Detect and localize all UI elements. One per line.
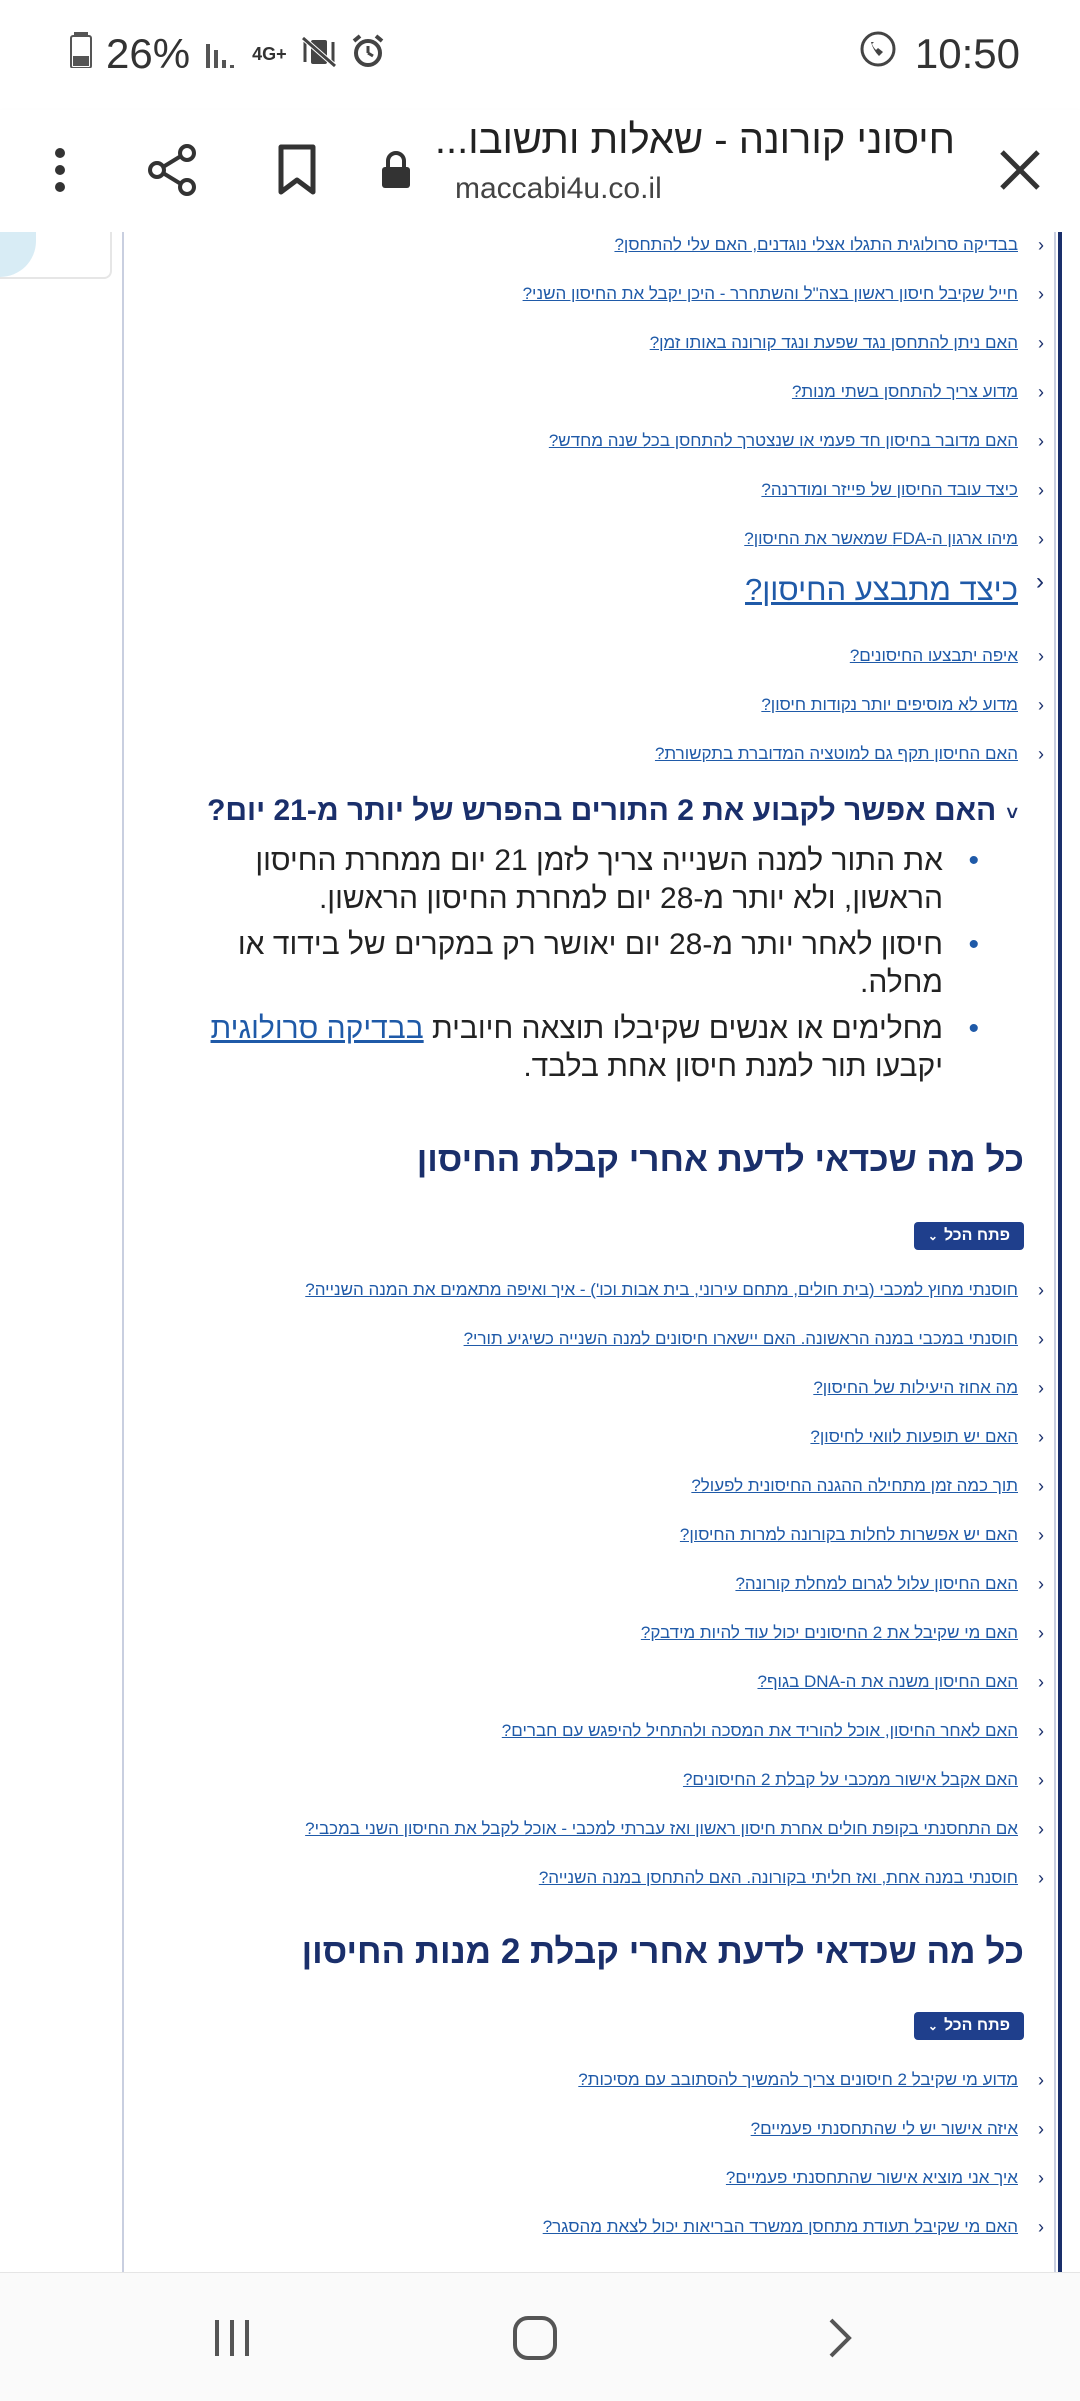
chevron-left-icon: ‹	[1038, 1476, 1044, 1496]
recent-apps-icon	[212, 2318, 252, 2358]
faq-link[interactable]: ‹ חייל שקיבל חיסון ראשון בצה"ל והשתחרר - היכן יקבל את החיסון השני?	[522, 284, 1044, 304]
faq-link[interactable]: ‹ האם ניתן להתחסן נגד שפעת ונגד קורונה באותו זמן?	[649, 333, 1044, 353]
chevron-left-icon: ‹	[1038, 1770, 1044, 1790]
faq-link[interactable]: ‹ חוסנתי מחוץ למכבי (בית חולים, מתחם עירוני, בית אבות וכו') - איך ואיפה מתאמים את המנה השנייה?	[305, 1280, 1044, 1300]
chevron-left-icon: ‹	[1038, 235, 1044, 255]
faq-link[interactable]: ‹ תוך כמה זמן מתחילה ההגנה החיסונית לפעול?	[691, 1476, 1044, 1496]
chevron-down-icon: ⌄	[927, 2019, 938, 2033]
chevron-left-icon: ‹	[1038, 1721, 1044, 1741]
status-right	[859, 30, 1020, 78]
faq-link[interactable]: ‹ האם מי שקיבל תעודת מתחסן ממשרד הבריאות יכול לצאת מהסגר?	[542, 2217, 1044, 2237]
chevron-left-icon: ‹	[1038, 529, 1044, 549]
chevron-left-icon: ‹	[1038, 1427, 1044, 1447]
chevron-left-icon: ‹	[1038, 1378, 1044, 1398]
faq-how-section	[138, 568, 1044, 772]
vibrate-mute-icon	[301, 30, 337, 78]
chevron-left-icon: ‹	[1038, 1280, 1044, 1300]
signal-icon	[204, 30, 238, 78]
faq-panel	[122, 232, 1056, 2272]
faq-list-top	[138, 232, 1044, 552]
faq-link[interactable]: ‹ האם לאחר החיסון, אוכל להוריד את המסכה ולהתחיל להיפגש עם חברים?	[501, 1721, 1044, 1741]
status-bar	[0, 0, 1080, 110]
site-security-button[interactable]	[356, 130, 436, 210]
chevron-left-icon: ‹	[1036, 568, 1044, 595]
faq-list-after-vaccine	[138, 1280, 1044, 1888]
faq-link[interactable]: ‹ כיצד עובד החיסון של פייזר ומודרנה?	[761, 480, 1044, 500]
chevron-left-icon: ‹	[1038, 1819, 1044, 1839]
close-tab-button[interactable]	[980, 130, 1060, 210]
chevron-down-icon: ˅	[1006, 803, 1018, 825]
share-icon	[145, 143, 199, 197]
expanded-question-title[interactable]: ˅האם אפשר לקבוע את 2 התורים בהפרש של יותר מ-21 יום?	[207, 794, 1018, 827]
section-title-after-vaccine: כל מה שכדאי לדעת אחרי קבלת החיסון	[416, 1140, 1024, 1179]
home-button[interactable]	[495, 2303, 575, 2373]
faq-link[interactable]: ‹ אם התחסנתי בקופת חולים אחרת חיסון ראשון ואז עברתי למכבי - אוכל לקבל את החיסון השני במכבי?	[305, 1819, 1044, 1839]
chevron-left-icon: ‹	[1038, 1329, 1044, 1349]
back-button[interactable]	[800, 2303, 880, 2373]
call-in-progress-icon	[859, 30, 897, 78]
lock-icon	[379, 150, 413, 190]
open-all-button-two-doses[interactable]: פתח הכל ⌄	[914, 2012, 1024, 2040]
clock: 10:50	[914, 30, 1020, 77]
chevron-left-icon: ‹	[1038, 646, 1044, 666]
system-navigation-bar	[0, 2272, 1080, 2401]
chevron-left-icon: ‹	[1038, 2070, 1044, 2090]
battery-icon	[70, 30, 92, 78]
chevron-left-icon: ‹	[1038, 284, 1044, 304]
chevron-left-icon: ‹	[1038, 1672, 1044, 1692]
faq-link[interactable]: ‹ האם מדובר בחיסון חד פעמי או שנצטרך להתחסן בכל שנה מחדש?	[548, 431, 1044, 451]
chevron-left-icon: ‹	[1038, 1525, 1044, 1545]
faq-link[interactable]: ‹ האם יש אפשרות לחלות בקורונה למרות החיסון?	[679, 1525, 1044, 1545]
url-display[interactable]: maccabi4u.co.il	[455, 172, 662, 205]
answer-bullet: • חיסון לאחר יותר מ-28 יום יאושר רק במקרים של בידוד או מחלה.	[159, 926, 943, 1002]
faq-link[interactable]: ‹ האם החיסון עלול לגרום למחלת קורונה?	[735, 1574, 1044, 1594]
chevron-left-icon: ‹	[1038, 480, 1044, 500]
faq-link[interactable]: ‹ מדוע צריך להתחסן בשתי מנות?	[791, 382, 1044, 402]
faq-link[interactable]: ‹ חוסנתי במנה אחת, ואז חליתי בקורונה. האם להתחסן במנה השנייה?	[538, 1868, 1044, 1888]
answer-bullet: • את התור למנה השנייה צריך לזמן 21 יום ממחרת החיסון הראשון, ולא יותר מ-28 יום למחרת החיסון הראשון.	[159, 842, 943, 918]
home-icon	[512, 2315, 558, 2361]
close-icon	[998, 148, 1042, 192]
browser-toolbar	[0, 110, 1080, 234]
more-options-button[interactable]	[20, 130, 100, 210]
faq-link[interactable]: ‹ בבדיקה סרולוגית התגלו אצלי נוגדנים, האם עלי להתחסן?	[614, 235, 1044, 255]
faq-link[interactable]: ‹ האם מי שקיבל את 2 החיסונים יכול עוד להיות מידבק?	[640, 1623, 1044, 1643]
chevron-left-icon: ‹	[1038, 431, 1044, 451]
page-title[interactable]: חיסוני קורונה - שאלות ותשובו...	[434, 118, 955, 162]
panel-border-accent	[1058, 232, 1062, 2272]
faq-link[interactable]: ‹ איזה אישור יש לי שהתחסנתי פעמיים?	[750, 2119, 1044, 2139]
faq-link[interactable]: ‹ חוסנתי במכבי במנה הראשונה. האם יישארו חיסונים למנה השנייה כשיגיע תורי?	[463, 1329, 1044, 1349]
expanded-answer	[159, 842, 979, 1094]
bookmark-button[interactable]	[257, 130, 337, 210]
serology-test-link[interactable]: בבדיקה סרולוגית	[210, 1012, 424, 1045]
faq-link[interactable]: ‹ מיהו ארגון ה-FDA שמאשר את החיסון?	[744, 529, 1044, 549]
chevron-left-icon: ‹	[1038, 744, 1044, 764]
chevron-left-icon: ‹	[1038, 1623, 1044, 1643]
faq-link[interactable]: ‹ האם החיסון משנה את ה-DNA בגוף?	[757, 1672, 1044, 1692]
status-left	[70, 30, 385, 78]
open-all-button[interactable]: פתח הכל ⌄	[914, 1222, 1024, 1250]
faq-link[interactable]: ‹ האם אקבל אישור ממכבי על קבלת 2 החיסונים?	[682, 1770, 1044, 1790]
alarm-icon	[351, 30, 385, 78]
chevron-right-icon	[825, 2316, 855, 2360]
chevron-down-icon: ⌄	[927, 1229, 938, 1243]
chevron-left-icon: ‹	[1038, 2119, 1044, 2139]
chevron-left-icon: ‹	[1038, 2168, 1044, 2188]
faq-link[interactable]: ‹ איך אני מוציא אישור שהתחסנתי פעמיים?	[725, 2168, 1044, 2188]
chevron-left-icon: ‹	[1038, 382, 1044, 402]
faq-link[interactable]: ‹ האם החיסון תקף גם למוטציה המדוברת בתקשורת?	[654, 744, 1044, 764]
faq-link[interactable]: ‹ מדוע לא מוסיפים יותר נקודות חיסון?	[761, 695, 1044, 715]
faq-link[interactable]: ‹ מה אחוז היעילות של החיסון?	[813, 1378, 1044, 1398]
section-title-after-two-doses: כל מה שכדאי לדעת אחרי קבלת 2 מנות החיסון	[301, 1932, 1024, 1971]
chevron-left-icon: ‹	[1038, 333, 1044, 353]
chevron-left-icon: ‹	[1038, 695, 1044, 715]
faq-link[interactable]: ‹ האם יש תופעות לוואי לחיסון?	[810, 1427, 1044, 1447]
share-button[interactable]	[132, 130, 212, 210]
faq-link[interactable]: ‹ איפה יתבצעו החיסונים?	[849, 646, 1044, 666]
page-content	[0, 232, 1080, 2272]
recent-apps-button[interactable]	[192, 2303, 272, 2373]
how-section-heading[interactable]: ‹ כיצד מתבצע החיסון?	[745, 568, 1044, 607]
chevron-left-icon: ‹	[1038, 2217, 1044, 2237]
answer-bullet: • מחלימים או אנשים שקיבלו תוצאה חיובית בבדיקה סרולוגית יקבעו תור למנת חיסון אחת בלבד.	[159, 1010, 943, 1086]
kebab-menu-icon	[50, 145, 70, 195]
bookmark-icon	[277, 144, 317, 196]
network-type: 4G+	[252, 44, 287, 64]
faq-link[interactable]: ‹ מדוע מי שקיבל 2 חיסונים צריך להמשיך להסתובב עם מסיכות?	[578, 2070, 1044, 2090]
chevron-left-icon: ‹	[1038, 1868, 1044, 1888]
faq-list-after-two-doses	[138, 2070, 1044, 2270]
chevron-left-icon: ‹	[1038, 1574, 1044, 1594]
battery-percent: 26%	[106, 30, 191, 77]
